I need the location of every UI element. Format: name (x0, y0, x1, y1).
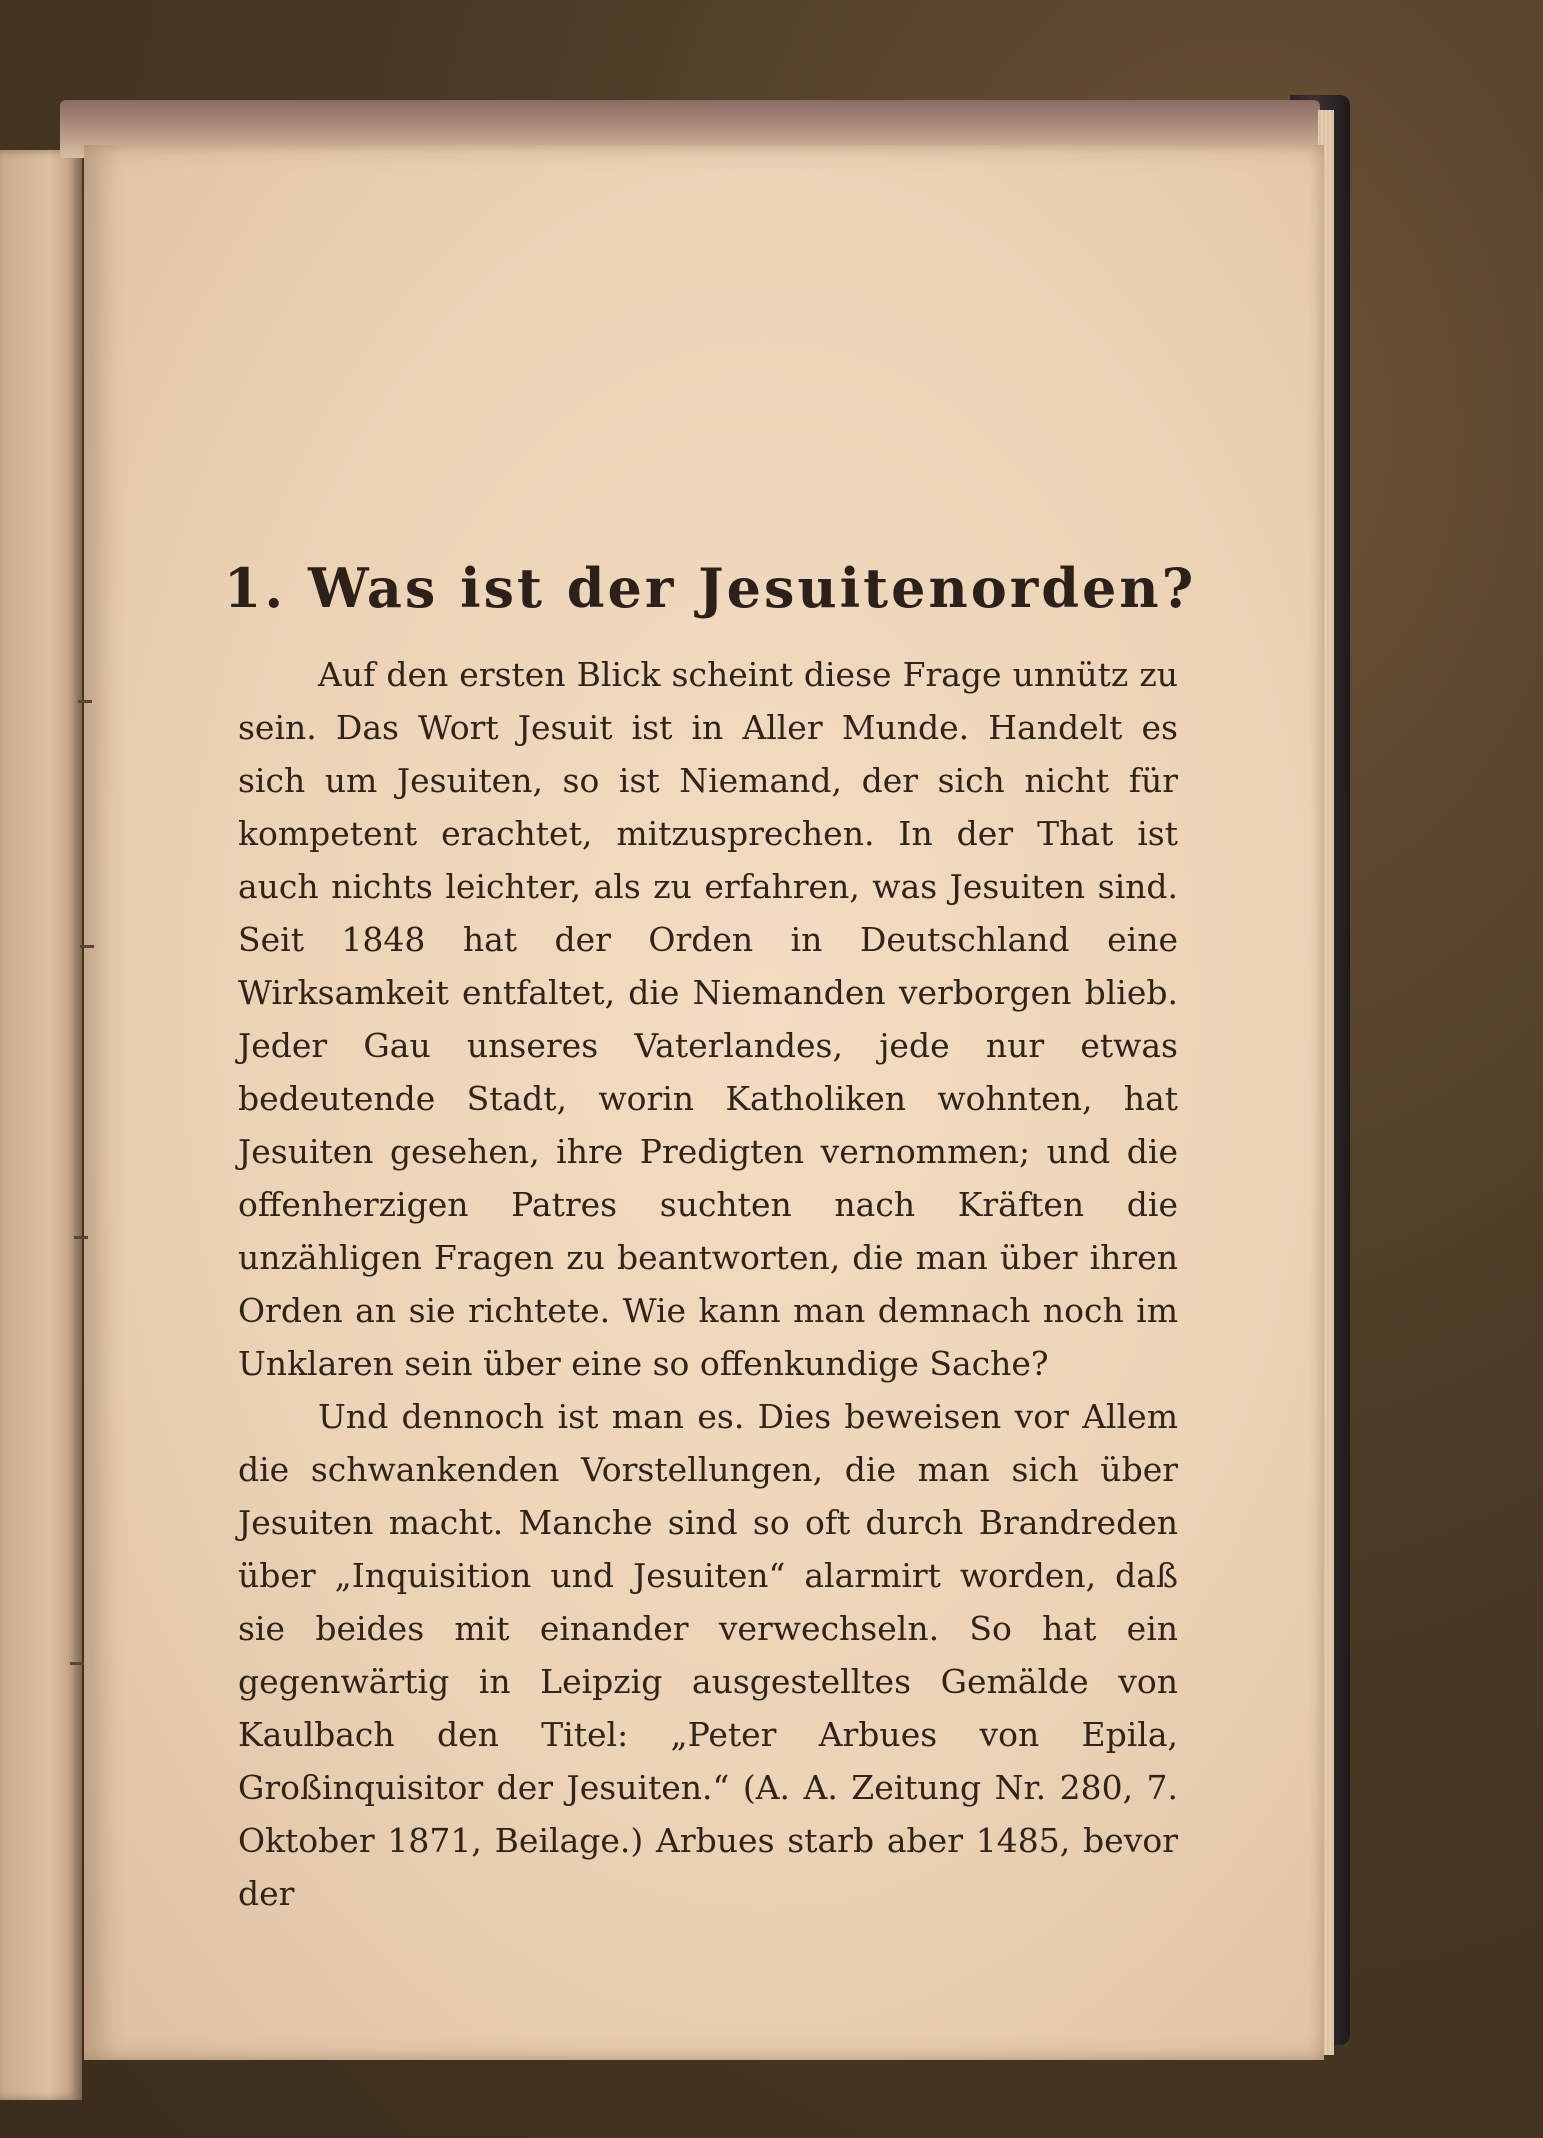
body-text (238, 648, 1178, 1920)
chapter-heading: 1. Was ist der Jesuitenorden? (223, 556, 1197, 621)
margin-mark (80, 945, 94, 948)
left-page-edge (0, 150, 82, 2100)
paragraph: Auf den ersten Blick scheint diese Frage unnütz zu sein. Das Wort Jesuit ist in Aller Munde. Handelt es sich um Jesuiten, so ist Niemand, der sich nicht für kompetent erachtet, mitzusprechen. In der That ist auch nichts leichter, als zu erfahren, was Jesuiten sind. Seit 1848 hat der Orden in Deutschland eine Wirksamkeit entfaltet, die Niemanden verborgen blieb. Jeder Gau unseres Vaterlandes, jede nur etwas bedeutende Stadt, worin Katholiken wohnten, hat Jesuiten gesehen, ihre Predigten vernommen; und die offenherzigen Patres suchten nach Kräften die unzähligen Fragen zu beantworten, die man über ihren Orden an sie richtete. Wie kann man demnach noch im Unklaren sein über eine so offenkundige Sache? (238, 655, 1178, 1383)
margin-mark (74, 1236, 88, 1239)
margin-mark (70, 1662, 84, 1665)
paragraph: Und dennoch ist man es. Dies beweisen vor Allem die schwankenden Vorstellungen, die man sich über Jesuiten macht. Manche sind so oft durch Brandreden über „Inquisition und Jesuiten“ alarmirt worden, daß sie beides mit einander verwechseln. So hat ein gegenwärtig in Leipzig ausgestelltes Gemälde von Kaulbach den Titel: „Peter Arbues von Epila, Großinquisitor der Jesuiten.“ (A. A. Zeitung Nr. 280, 7. Oktober 1871, Beilage.) Arbues starb aber 1485, bevor der (238, 1397, 1178, 1913)
margin-mark (78, 700, 92, 703)
